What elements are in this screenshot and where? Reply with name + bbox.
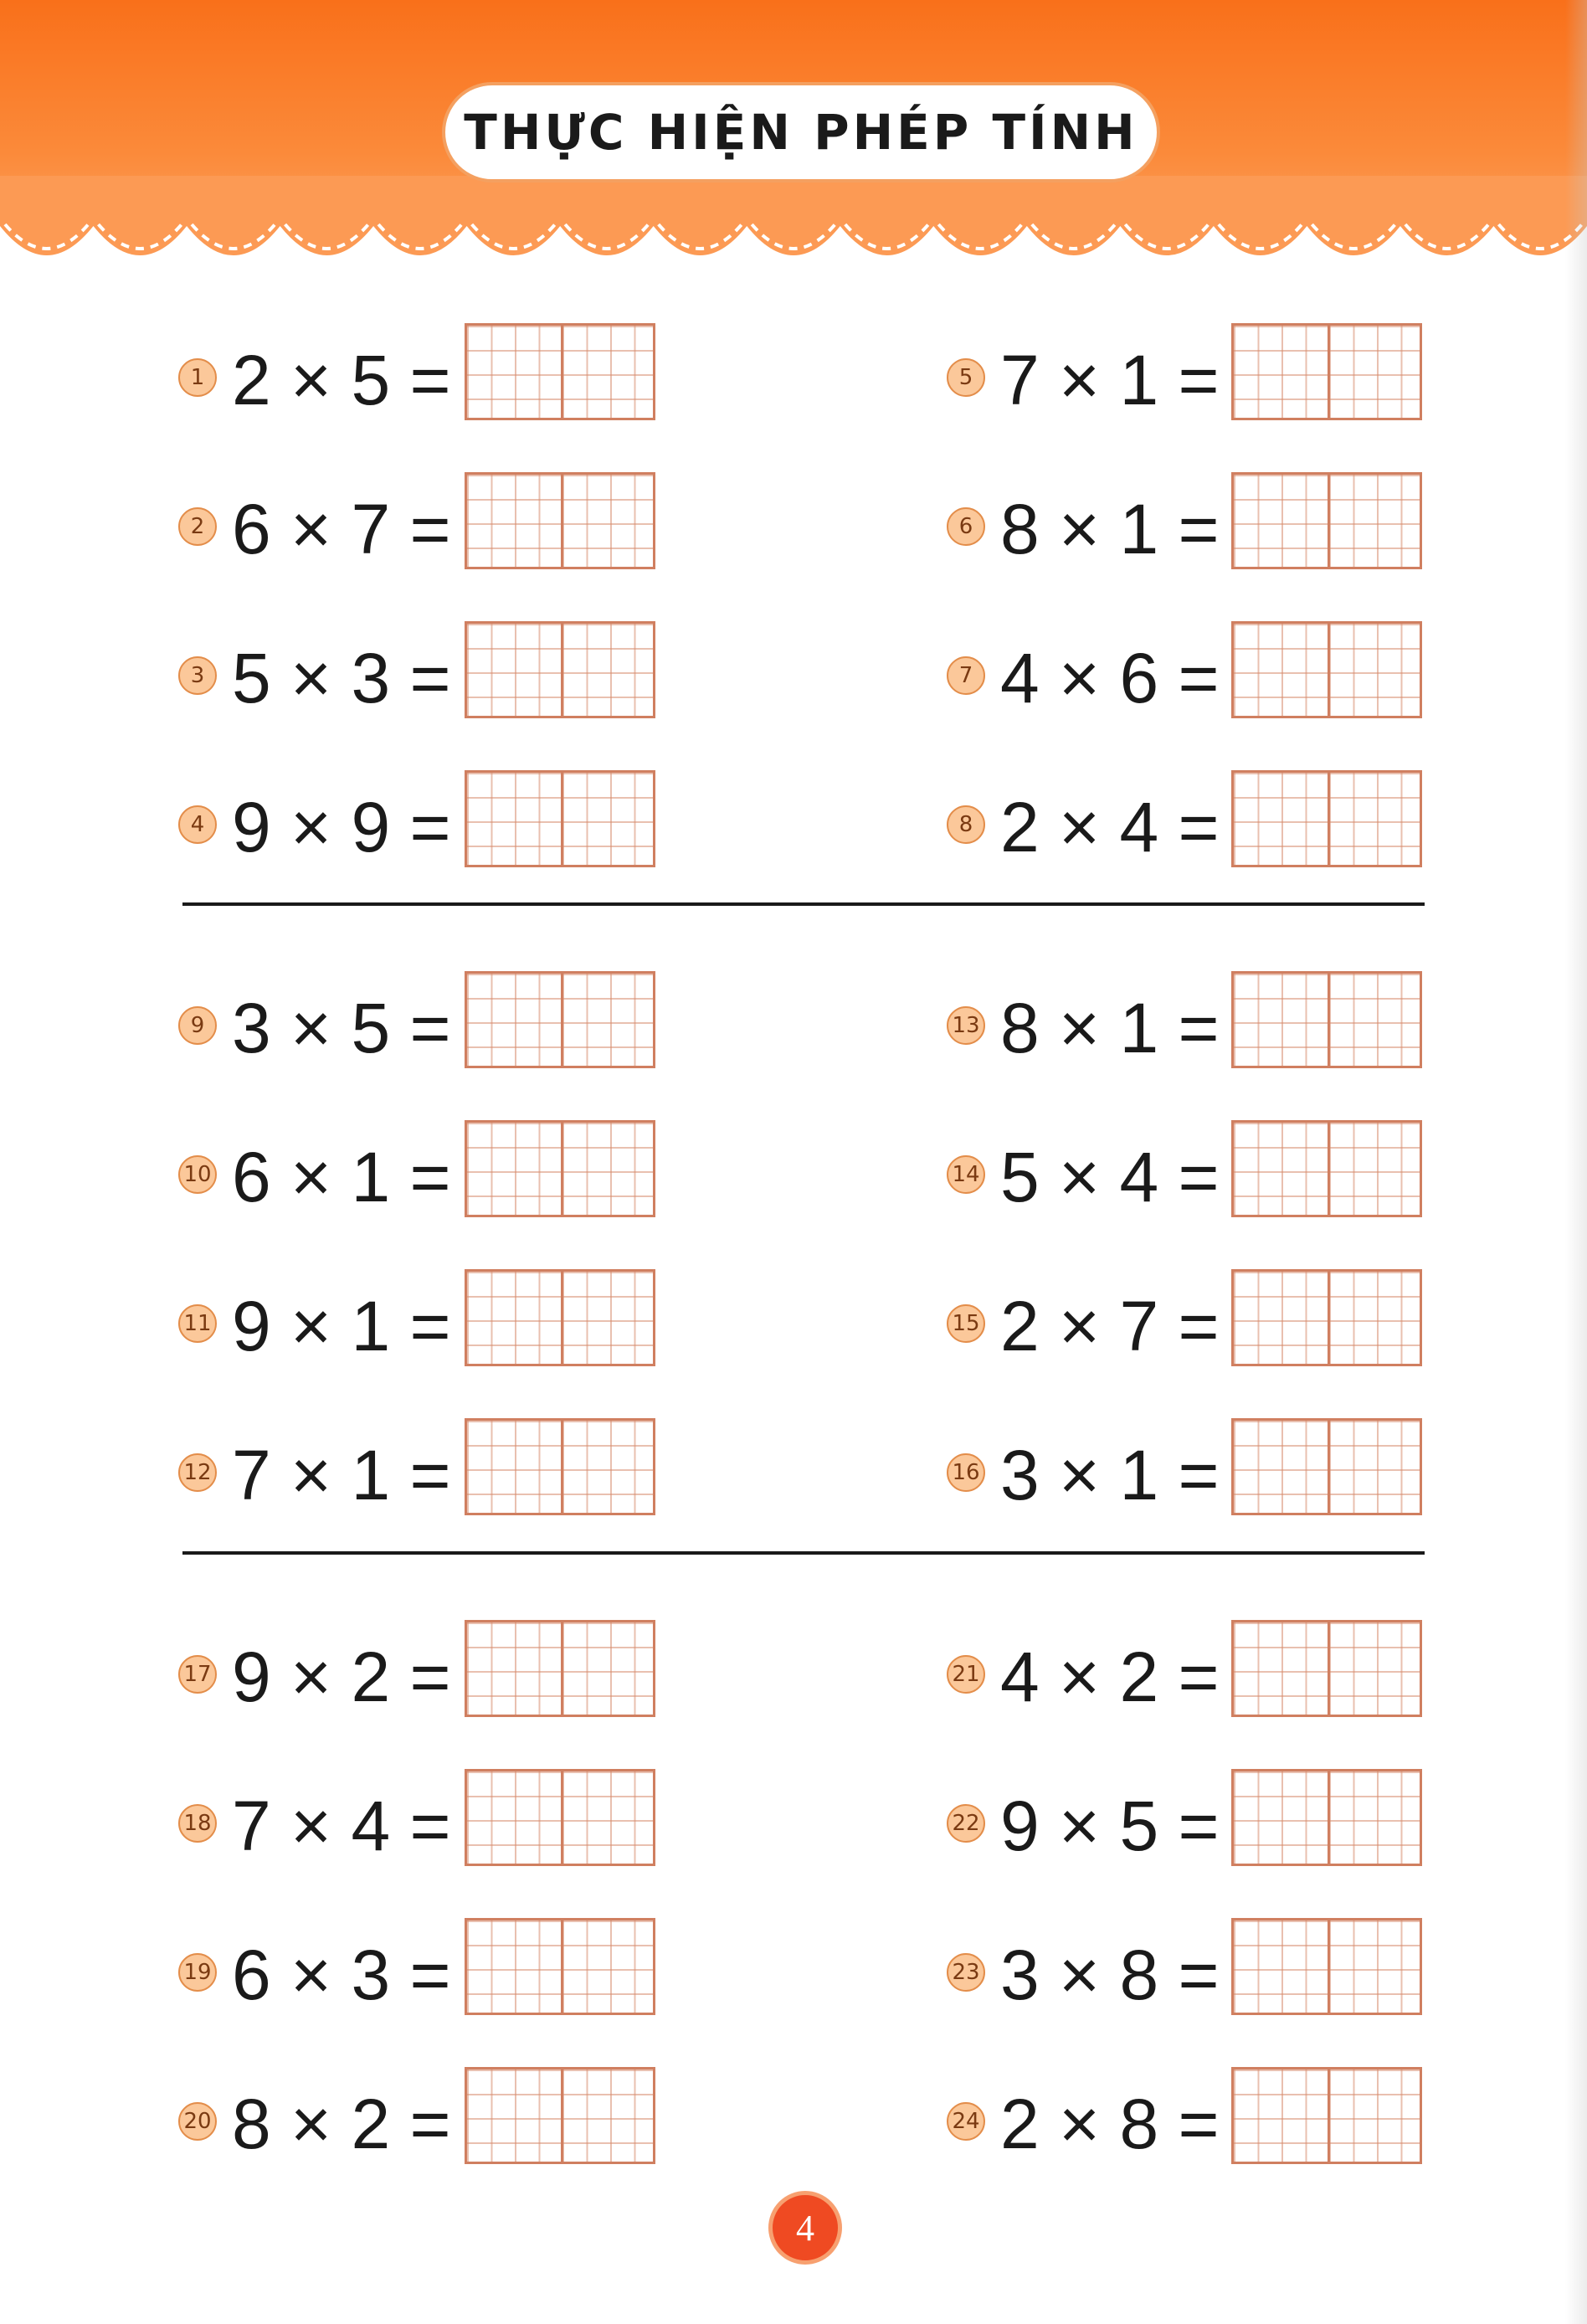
problem-item — [947, 1129, 1424, 1226]
answer-box[interactable] — [1231, 1120, 1422, 1217]
multiplication-expression: 2 × 4 = — [1000, 788, 1220, 866]
problem-item — [178, 1278, 657, 1375]
multiplication-expression: 2 × 8 = — [1000, 2085, 1220, 2163]
problem-number-icon: 6 — [947, 507, 985, 546]
answer-box[interactable] — [1231, 621, 1422, 718]
answer-box[interactable] — [1231, 472, 1422, 569]
answer-box[interactable] — [1231, 1418, 1422, 1515]
multiplication-expression: 4 × 2 = — [1000, 1638, 1220, 1716]
section-divider — [182, 902, 1425, 906]
problem-item — [947, 979, 1424, 1077]
problem-number-icon: 21 — [947, 1655, 985, 1694]
problem-number-icon: 7 — [947, 656, 985, 695]
problem-number-icon: 18 — [178, 1804, 217, 1843]
answer-box[interactable] — [465, 621, 655, 718]
multiplication-expression: 8 × 2 = — [232, 2085, 451, 2163]
answer-box[interactable] — [1231, 1769, 1422, 1866]
answer-box[interactable] — [465, 2067, 655, 2164]
problem-number-icon: 20 — [178, 2102, 217, 2141]
multiplication-expression: 3 × 8 = — [1000, 1936, 1220, 2014]
multiplication-expression: 2 × 5 = — [232, 341, 451, 419]
problem-number-icon: 17 — [178, 1655, 217, 1694]
problem-item — [947, 1777, 1424, 1874]
problem-number-icon: 10 — [178, 1155, 217, 1194]
page-title: THỰC HIỆN PHÉP TÍNH — [464, 104, 1138, 161]
answer-box[interactable] — [1231, 323, 1422, 420]
problem-item — [178, 1129, 657, 1226]
problem-number-icon: 2 — [178, 507, 217, 546]
answer-box[interactable] — [465, 1120, 655, 1217]
multiplication-expression: 6 × 3 = — [232, 1936, 451, 2014]
problem-item — [178, 1628, 657, 1725]
section-divider — [182, 1551, 1425, 1555]
answer-box[interactable] — [465, 971, 655, 1068]
problem-item — [947, 1628, 1424, 1725]
problem-number-icon: 1 — [178, 358, 217, 397]
page-number-badge: 4 — [768, 2191, 842, 2265]
problem-number-icon: 4 — [178, 805, 217, 844]
answer-box[interactable] — [465, 323, 655, 420]
multiplication-expression: 9 × 2 = — [232, 1638, 451, 1716]
multiplication-expression: 7 × 1 = — [232, 1436, 451, 1514]
problem-item — [178, 1427, 657, 1524]
multiplication-expression: 9 × 9 = — [232, 788, 451, 866]
problem-item — [947, 779, 1424, 876]
multiplication-expression: 7 × 4 = — [232, 1787, 451, 1865]
problem-item — [178, 979, 657, 1077]
problem-number-icon: 8 — [947, 805, 985, 844]
problem-item — [947, 1926, 1424, 2023]
answer-box[interactable] — [465, 1418, 655, 1515]
multiplication-expression: 3 × 5 = — [232, 989, 451, 1067]
problem-number-icon: 5 — [947, 358, 985, 397]
problem-item — [178, 2075, 657, 2172]
answer-box[interactable] — [465, 472, 655, 569]
multiplication-expression: 5 × 4 = — [1000, 1138, 1220, 1216]
answer-box[interactable] — [465, 1769, 655, 1866]
problem-item — [178, 1777, 657, 1874]
answer-box[interactable] — [1231, 1269, 1422, 1366]
problem-number-icon: 12 — [178, 1453, 217, 1492]
multiplication-expression: 8 × 1 = — [1000, 989, 1220, 1067]
answer-box[interactable] — [1231, 2067, 1422, 2164]
answer-box[interactable] — [465, 1620, 655, 1717]
multiplication-expression: 8 × 1 = — [1000, 490, 1220, 568]
problem-number-icon: 24 — [947, 2102, 985, 2141]
multiplication-expression: 9 × 5 = — [1000, 1787, 1220, 1865]
answer-box[interactable] — [465, 1269, 655, 1366]
multiplication-expression: 4 × 6 = — [1000, 639, 1220, 717]
problem-item — [947, 630, 1424, 727]
answer-box[interactable] — [1231, 1918, 1422, 2015]
problem-item — [947, 332, 1424, 429]
page-edge-shadow — [1565, 0, 1587, 2324]
problem-number-icon: 11 — [178, 1304, 217, 1343]
problem-number-icon: 15 — [947, 1304, 985, 1343]
problem-number-icon: 14 — [947, 1155, 985, 1194]
multiplication-expression: 3 × 1 = — [1000, 1436, 1220, 1514]
multiplication-expression: 6 × 7 = — [232, 490, 451, 568]
problem-item — [947, 1427, 1424, 1524]
answer-box[interactable] — [1231, 770, 1422, 867]
problem-item — [178, 332, 657, 429]
multiplication-expression: 9 × 1 = — [232, 1287, 451, 1365]
answer-box[interactable] — [1231, 971, 1422, 1068]
problem-number-icon: 9 — [178, 1006, 217, 1045]
problem-number-icon: 19 — [178, 1953, 217, 1992]
problem-item — [178, 1926, 657, 2023]
problem-item — [947, 481, 1424, 578]
problem-number-icon: 22 — [947, 1804, 985, 1843]
multiplication-expression: 6 × 1 = — [232, 1138, 451, 1216]
answer-box[interactable] — [1231, 1620, 1422, 1717]
answer-box[interactable] — [465, 770, 655, 867]
problem-item — [178, 779, 657, 876]
problem-item — [178, 481, 657, 578]
problem-item — [178, 630, 657, 727]
problem-item — [947, 2075, 1424, 2172]
problem-number-icon: 3 — [178, 656, 217, 695]
problem-number-icon: 13 — [947, 1006, 985, 1045]
multiplication-expression: 2 × 7 = — [1000, 1287, 1220, 1365]
multiplication-expression: 5 × 3 = — [232, 639, 451, 717]
problem-item — [947, 1278, 1424, 1375]
answer-box[interactable] — [465, 1918, 655, 2015]
multiplication-expression: 7 × 1 = — [1000, 341, 1220, 419]
problem-number-icon: 23 — [947, 1953, 985, 1992]
problem-number-icon: 16 — [947, 1453, 985, 1492]
